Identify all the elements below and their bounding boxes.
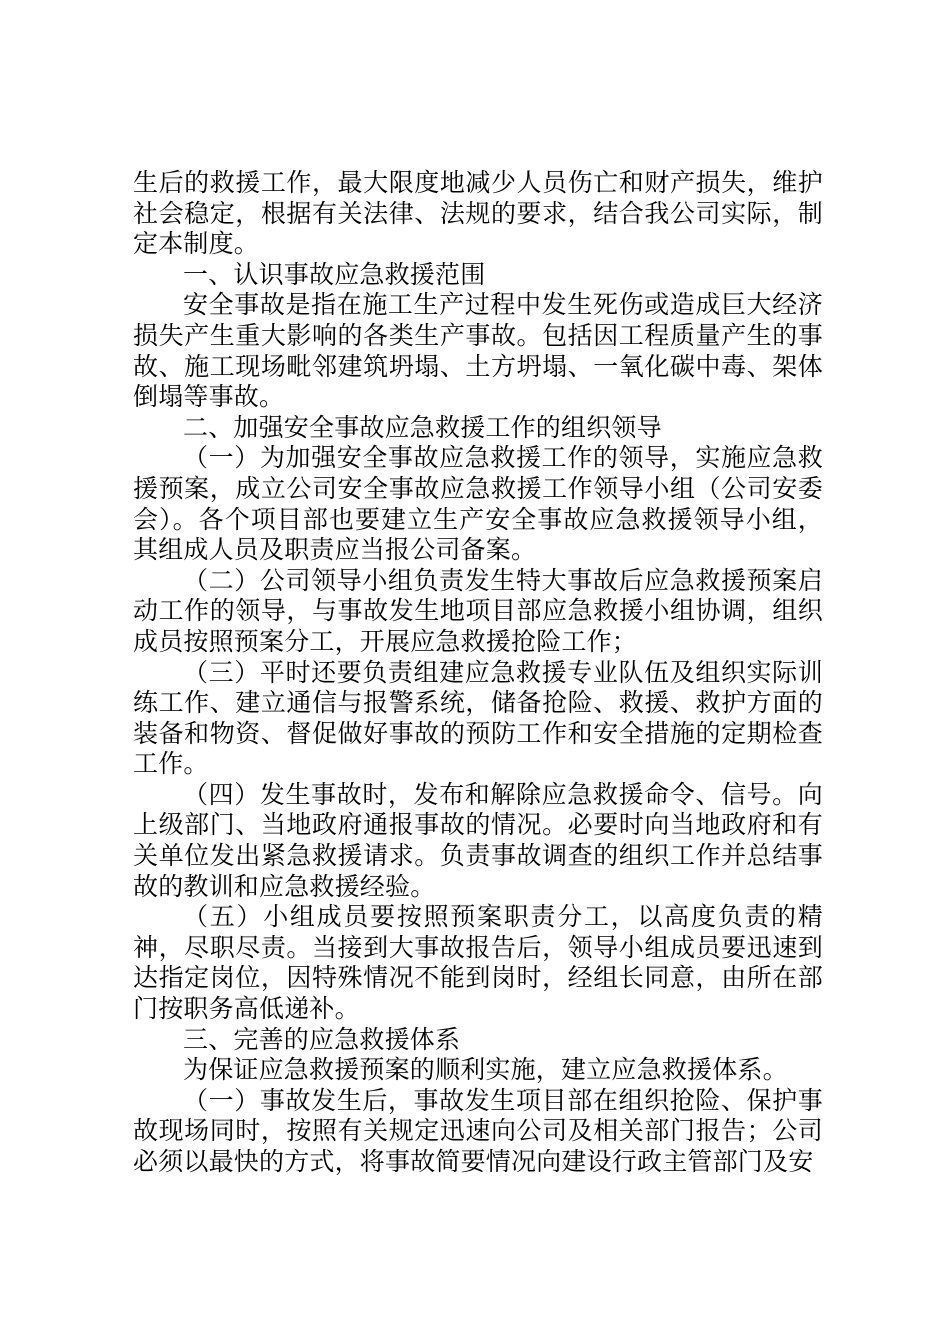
document-body (133, 168, 823, 1178)
paragraph-system-intro: 为保证应急救援预案的顺利实施，建立应急救援体系。 (183, 1055, 788, 1085)
paragraph-system-item-1: （一）事故发生后，事故发生项目部在组织抢险、保护事故现场同时，按照有关规定迅速向公司及相关部门报告；公司必须以最快的方式，将事故简要情况向建设行政主管部门及安 (133, 1085, 823, 1176)
section-heading-3: 三、完善的应急救援体系 (183, 1024, 461, 1054)
paragraph-item-1: （一）为加强安全事故应急救援工作的领导，实施应急救援预案，成立公司安全事故应急救援工作领导小组（公司安委会）。各个项目部也要建立生产安全事故应急救援领导小组，其组成人员及职责应当报公司备案。 (133, 443, 823, 565)
section-heading-1: 一、认识事故应急救援范围 (183, 259, 486, 289)
section-heading-2: 二、加强安全事故应急救援工作的组织领导 (183, 412, 662, 442)
paragraph-intro-continuation: 生后的救援工作，最大限度地减少人员伤亡和财产损失，维护社会稳定，根据有关法律、法规的要求，结合我公司实际，制定本制度。 (133, 168, 823, 259)
paragraph-accident-definition: 安全事故是指在施工生产过程中发生死伤或造成巨大经济损失产生重大影响的各类生产事故。包括因工程质量产生的事故、施工现场毗邻建筑坍塌、土方坍塌、一氧化碳中毒、架体倒塌等事故。 (133, 290, 823, 412)
paragraph-item-2: （二）公司领导小组负责发生特大事故后应急救援预案启动工作的领导，与事故发生地项目部应急救援小组协调，组织成员按照预案分工，开展应急救援抢险工作； (133, 565, 823, 656)
paragraph-item-3: （三）平时还要负责组建应急救援专业队伍及组织实际训练工作、建立通信与报警系统，储备抢险、救援、救护方面的装备和物资、督促做好事故的预防工作和安全措施的定期检查工作。 (133, 657, 823, 779)
paragraph-item-4: （四）发生事故时，发布和解除应急救援命令、信号。向上级部门、当地政府通报事故的情况。必要时向当地政府和有关单位发出紧急救援请求。负责事故调查的组织工作并总结事故的教训和应急救援经验。 (133, 779, 823, 901)
paragraph-item-5: （五）小组成员要按照预案职责分工，以高度负责的精神，尽职尽责。当接到大事故报告后，领导小组成员要迅速到达指定岗位，因特殊情况不能到岗时，经组长同意，由所在部门按职务高低递补。 (133, 902, 823, 1024)
